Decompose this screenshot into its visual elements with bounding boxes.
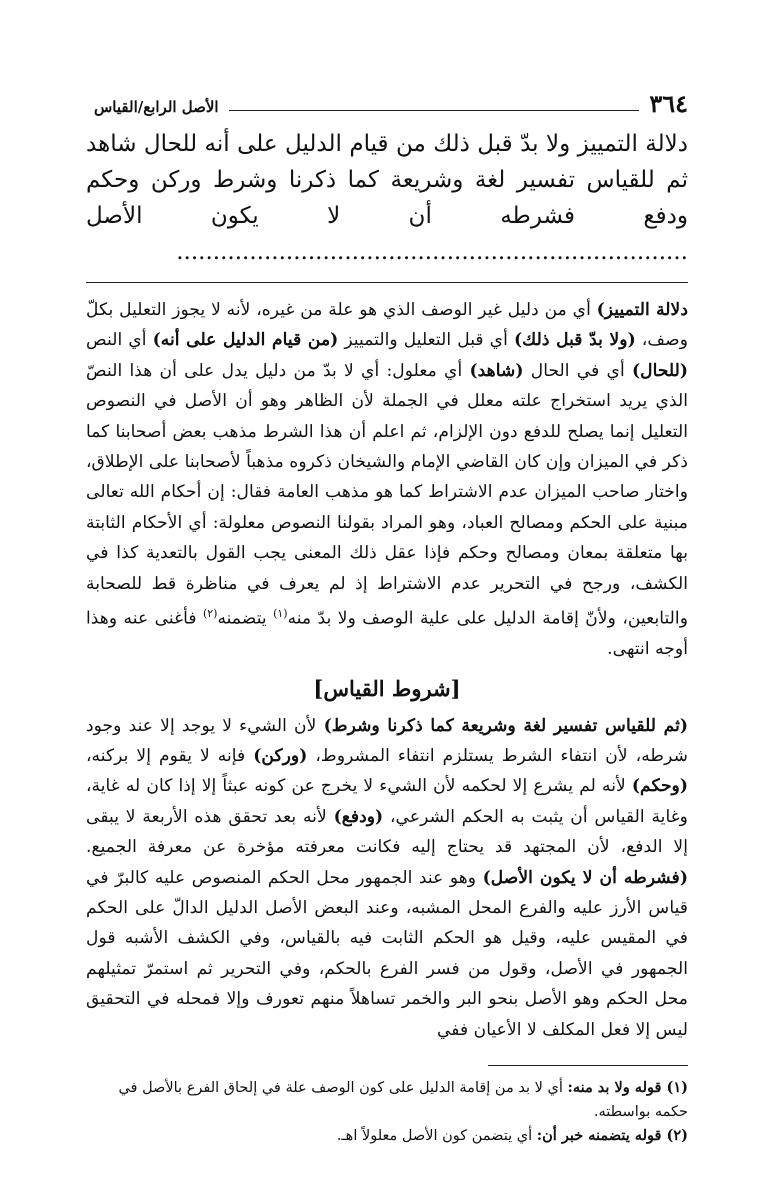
footnote-2-label: (٢) قوله يتضمنه خبر أن: — [536, 1127, 688, 1145]
commentary — [86, 295, 688, 1045]
bold-segment: (وركن) — [253, 746, 308, 767]
text-segment: أي في الحال — [523, 360, 632, 381]
bold-segment: دلالة التمييز) — [596, 300, 688, 320]
bold-segment: (ولا بدّ قبل ذلك) — [513, 330, 636, 351]
footnote-1-body: أي لا بد من إقامة الدليل على كون الوصف علة في إلحاق الفرع بالأصل في حكمه بواسطته. — [118, 1080, 688, 1121]
footnotes — [86, 1076, 688, 1148]
footnote-2 — [86, 1124, 688, 1148]
footnote-1 — [86, 1076, 688, 1124]
text-segment: وهو عند الجمهور محل الحكم المنصوص عليه كالبرّ في قياس الأرز عليه والفرع المحل المشبه، وعند البعض الأصل الدليل الدالّ على الحكم في المقيس عليه، وقيل هو الحكم الثابت فيه بالقياس، وفي الكشف الأشبه قول الجمهور في الأصل، وقول من فسر الفرع بالحكم، وفي التحرير ثم استمرّ تمثيلهم محل الحكم وهو الأصل بنحو البر والخمر تساهلاً منهم تعورف وإلا فمحله في التحقيق ليس إلا فعل المكلف لا الأعيان ففي — [86, 867, 688, 1040]
bold-segment: (من قيام الدليل على أنه) — [152, 330, 339, 351]
matn-text — [86, 126, 688, 270]
text-segment: يتضمنه — [217, 608, 274, 629]
text-segment: لأنه لم يشرع إلا لحكمه لأن الشيء لا يخرج عن كونه عبثاً إلا إذا كان له غاية، وغاية القياس أن يثبت به الحكم الشرعي، — [86, 776, 688, 827]
text-segment: فأغنى عنه وهذا أوجه انتهى. — [86, 608, 688, 660]
footnote-marker: (٢) — [202, 607, 218, 621]
commentary-paragraph-2 — [86, 711, 688, 1045]
bold-segment: (وحكم) — [631, 776, 688, 797]
page-number: ٣٦٤ — [649, 89, 688, 118]
text-segment: أي النص — [86, 330, 153, 351]
matn-dots: ...................................................................... — [176, 239, 688, 265]
bold-segment: (ثم للقياس تفسير لغة وشريعة كما ذكرنا وشرط) — [323, 715, 688, 736]
matn-separator-rule — [86, 282, 688, 283]
running-title: الأصل الرابع/القياس — [94, 98, 219, 116]
text-segment: لأن الشيء لا يوجد إلا عند وجود شرطه، لأن انتفاء الشرط يستلزم انتفاء المشروط، — [86, 715, 688, 767]
footnote-rule — [488, 1065, 688, 1066]
matn-body: دلالة التمييز ولا بدّ قبل ذلك من قيام الدليل على أنه للحال شاهد ثم للقياس تفسير لغة وشريعة كما ذكرنا وشرط وركن وحكم ودفع فشرطه أن لا يكون الأصل — [86, 131, 688, 229]
text-segment: أي معلول: أي لا بدّ من دليل يدل على أن هذا النصّ الذي يريد استخراج علته معلل في الجملة لأن الظاهر وهو أن الأصل في النصوص التعليل إنما يصلح للدفع دون الإلزام، ثم اعلم أن هذا الشرط مذهب بعض أصحابنا كما ذكر في الميزان وإن كان القاضي الإمام والشيخان ذكروه مذهباً لأصحابنا على الإطلاق، واختار صاحب الميزان عدم الاشتراط كما هو مذهب العامة فقال: إن أحكام الله تعالى مبنية على الحكم ومصالح العباد، وهو المراد بقولنا النصوص معلولة: أي الأحكام الثابتة بها متعلقة بمعان ومصالح وحكم فإذا عقل ذلك المعنى يجب القول بالتعدية كذا في الكشف، ورجح في التحرير عدم الاشتراط إذ لم يعرف في مناظرة قط للصحابة والتابعين، ولأنّ إقامة الدليل على علية الوصف ولا بدّ منه — [86, 360, 688, 629]
page-header — [86, 84, 688, 116]
header-rule — [229, 110, 640, 111]
footnote-2-body: أي يتضمن كون الأصل معلولاً اهـ. — [336, 1128, 537, 1145]
commentary-paragraph-1 — [86, 295, 688, 665]
footnote-marker: (١) — [273, 607, 288, 621]
text-segment: لأنه بعد تحقق هذه الأربعة لا يبقى إلا الدفع، لأن المجتهد قد يحتاج إليه فكانت معرفته مؤخرة عن معرفة الجميع. — [86, 806, 688, 858]
text-segment: أي قبل التعليل والتمييز — [338, 330, 514, 351]
bold-segment: (للحال) — [631, 360, 688, 381]
bold-segment: (شاهد) — [469, 360, 524, 381]
text-segment: فإنه لا يقوم إلا بركنه، — [86, 746, 254, 767]
bold-segment: (فشرطه أن لا يكون الأصل) — [482, 867, 688, 888]
footnote-1-label: (١) قوله ولا بد منه: — [567, 1079, 688, 1097]
section-heading: [شروط القياس] — [313, 675, 461, 701]
bold-segment: (ودفع) — [333, 806, 384, 827]
text-segment: أي من دليل غير الوصف الذي هو علة من غيره، لأنه لا يجوز التعليل بكلّ وصف، — [86, 300, 689, 351]
